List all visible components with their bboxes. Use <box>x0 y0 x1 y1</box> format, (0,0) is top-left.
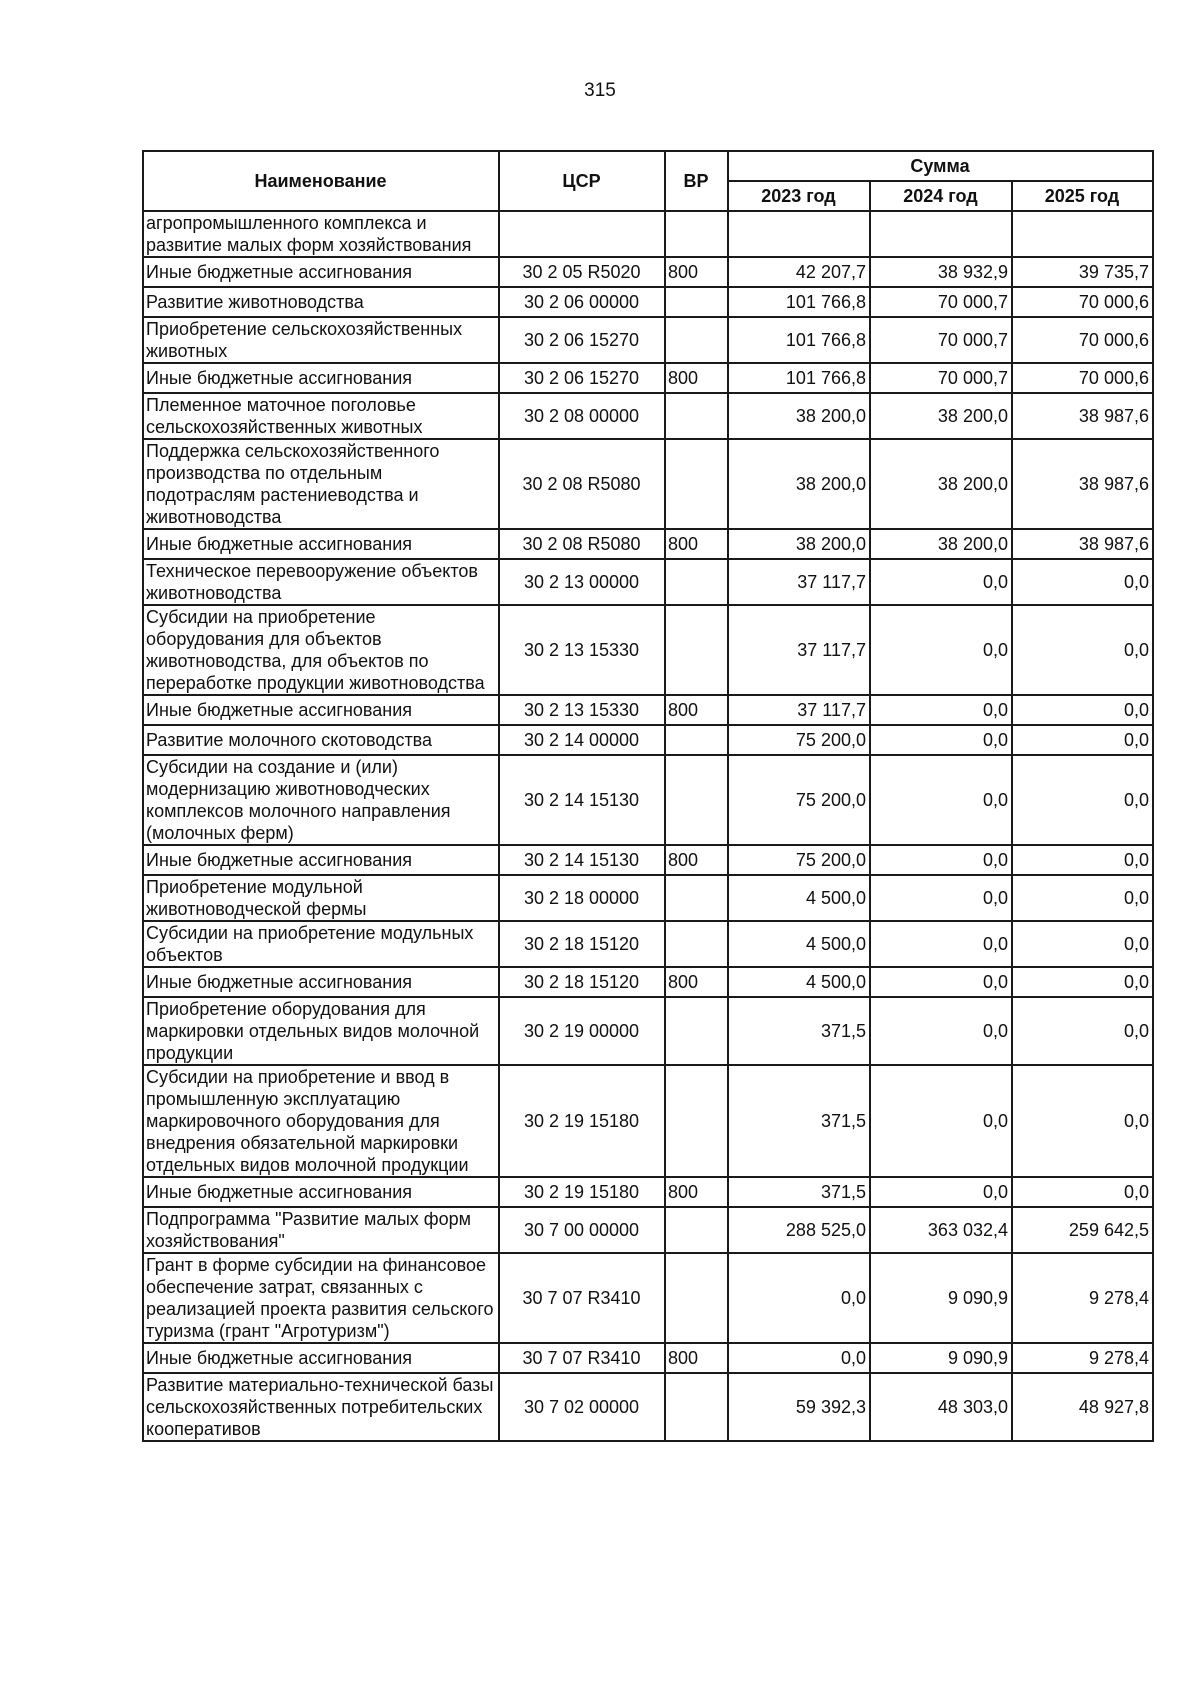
cell-name: Иные бюджетные ассигнования <box>143 1343 499 1373</box>
table-row <box>143 875 1153 921</box>
cell-amount-2025: 9 278,4 <box>1012 1253 1153 1343</box>
cell-amount-2025: 259 642,5 <box>1012 1207 1153 1253</box>
table-row <box>143 997 1153 1065</box>
table-row <box>143 725 1153 755</box>
cell-vr: 800 <box>665 257 728 287</box>
cell-amount-2024: 0,0 <box>870 559 1012 605</box>
cell-amount-2025: 0,0 <box>1012 605 1153 695</box>
cell-amount-2025: 70 000,6 <box>1012 317 1153 363</box>
cell-csr: 30 2 19 15180 <box>499 1065 665 1177</box>
cell-amount-2024: 9 090,9 <box>870 1253 1012 1343</box>
cell-amount-2024: 9 090,9 <box>870 1343 1012 1373</box>
cell-amount-2023: 4 500,0 <box>728 967 870 997</box>
cell-amount-2025: 0,0 <box>1012 921 1153 967</box>
cell-vr <box>665 393 728 439</box>
cell-vr <box>665 1207 728 1253</box>
cell-vr <box>665 1253 728 1343</box>
cell-amount-2024: 38 200,0 <box>870 439 1012 529</box>
cell-vr <box>665 875 728 921</box>
cell-vr <box>665 755 728 845</box>
cell-vr: 800 <box>665 695 728 725</box>
cell-csr: 30 2 06 15270 <box>499 363 665 393</box>
cell-amount-2024: 0,0 <box>870 755 1012 845</box>
cell-amount-2023: 37 117,7 <box>728 695 870 725</box>
cell-name: Развитие молочного скотоводства <box>143 725 499 755</box>
cell-amount-2025: 38 987,6 <box>1012 439 1153 529</box>
cell-amount-2025 <box>1012 211 1153 257</box>
cell-amount-2024: 0,0 <box>870 997 1012 1065</box>
cell-amount-2023: 75 200,0 <box>728 725 870 755</box>
cell-amount-2024: 70 000,7 <box>870 287 1012 317</box>
cell-amount-2025: 0,0 <box>1012 1065 1153 1177</box>
cell-name: Иные бюджетные ассигнования <box>143 967 499 997</box>
cell-amount-2024: 0,0 <box>870 1065 1012 1177</box>
cell-amount-2023: 42 207,7 <box>728 257 870 287</box>
cell-amount-2024: 38 200,0 <box>870 529 1012 559</box>
cell-amount-2025: 0,0 <box>1012 725 1153 755</box>
cell-amount-2024: 0,0 <box>870 845 1012 875</box>
cell-name: Иные бюджетные ассигнования <box>143 845 499 875</box>
cell-amount-2025: 0,0 <box>1012 755 1153 845</box>
cell-amount-2023 <box>728 211 870 257</box>
cell-vr <box>665 211 728 257</box>
table-row <box>143 921 1153 967</box>
cell-csr: 30 7 00 00000 <box>499 1207 665 1253</box>
cell-amount-2023: 288 525,0 <box>728 1207 870 1253</box>
cell-amount-2023: 0,0 <box>728 1253 870 1343</box>
cell-amount-2023: 371,5 <box>728 1177 870 1207</box>
cell-vr <box>665 1373 728 1441</box>
cell-csr: 30 2 06 00000 <box>499 287 665 317</box>
cell-vr <box>665 317 728 363</box>
cell-name: Субсидии на приобретение и ввод в промышленную эксплуатацию маркировочного оборудования для внедрения обязательной маркировки отдельных видов молочной продукции <box>143 1065 499 1177</box>
cell-amount-2023: 37 117,7 <box>728 559 870 605</box>
cell-amount-2024: 0,0 <box>870 605 1012 695</box>
cell-csr <box>499 211 665 257</box>
cell-vr <box>665 997 728 1065</box>
cell-csr: 30 2 05 R5020 <box>499 257 665 287</box>
table-row <box>143 529 1153 559</box>
table-header <box>143 151 1153 211</box>
column-header-2024: 2024 год <box>870 181 1012 211</box>
cell-name: Иные бюджетные ассигнования <box>143 695 499 725</box>
cell-csr: 30 2 13 15330 <box>499 695 665 725</box>
cell-csr: 30 2 08 R5080 <box>499 529 665 559</box>
table-row <box>143 1343 1153 1373</box>
table-row <box>143 559 1153 605</box>
cell-amount-2025: 70 000,6 <box>1012 287 1153 317</box>
cell-name: Субсидии на приобретение оборудования для объектов животноводства, для объектов по переработке продукции животноводства <box>143 605 499 695</box>
cell-amount-2025: 9 278,4 <box>1012 1343 1153 1373</box>
cell-csr: 30 2 18 15120 <box>499 967 665 997</box>
cell-name: Развитие животноводства <box>143 287 499 317</box>
table-row <box>143 1373 1153 1441</box>
cell-amount-2023: 4 500,0 <box>728 921 870 967</box>
cell-csr: 30 2 19 15180 <box>499 1177 665 1207</box>
table-row <box>143 257 1153 287</box>
cell-amount-2023: 101 766,8 <box>728 317 870 363</box>
cell-vr: 800 <box>665 363 728 393</box>
cell-vr: 800 <box>665 529 728 559</box>
cell-amount-2024: 0,0 <box>870 875 1012 921</box>
table-row <box>143 1177 1153 1207</box>
cell-name: Грант в форме субсидии на финансовое обеспечение затрат, связанных с реализацией проекта развития сельского туризма (грант "Агротуризм") <box>143 1253 499 1343</box>
cell-name: Развитие материально-технической базы сельскохозяйственных потребительских кооперативов <box>143 1373 499 1441</box>
cell-amount-2024: 70 000,7 <box>870 317 1012 363</box>
cell-name: Техническое перевооружение объектов животноводства <box>143 559 499 605</box>
table-body <box>143 211 1153 1441</box>
cell-amount-2024: 0,0 <box>870 725 1012 755</box>
cell-vr <box>665 439 728 529</box>
cell-amount-2025: 0,0 <box>1012 967 1153 997</box>
cell-amount-2024: 0,0 <box>870 695 1012 725</box>
table-row <box>143 439 1153 529</box>
cell-amount-2024: 0,0 <box>870 967 1012 997</box>
table-row <box>143 287 1153 317</box>
cell-amount-2023: 0,0 <box>728 1343 870 1373</box>
cell-amount-2024: 38 932,9 <box>870 257 1012 287</box>
cell-amount-2025: 0,0 <box>1012 559 1153 605</box>
cell-vr <box>665 559 728 605</box>
cell-amount-2023: 75 200,0 <box>728 845 870 875</box>
column-header-2025: 2025 год <box>1012 181 1153 211</box>
table-row <box>143 317 1153 363</box>
cell-amount-2025: 0,0 <box>1012 997 1153 1065</box>
cell-amount-2023: 101 766,8 <box>728 287 870 317</box>
table-row <box>143 967 1153 997</box>
cell-amount-2025: 39 735,7 <box>1012 257 1153 287</box>
cell-csr: 30 7 07 R3410 <box>499 1343 665 1373</box>
cell-name: агропромышленного комплекса и развитие малых форм хозяйствования <box>143 211 499 257</box>
cell-name: Племенное маточное поголовье сельскохозяйственных животных <box>143 393 499 439</box>
budget-table <box>142 150 1154 1442</box>
cell-amount-2024: 38 200,0 <box>870 393 1012 439</box>
page-number: 315 <box>584 80 616 101</box>
cell-amount-2025: 48 927,8 <box>1012 1373 1153 1441</box>
cell-csr: 30 2 06 15270 <box>499 317 665 363</box>
cell-csr: 30 2 14 15130 <box>499 845 665 875</box>
table-row <box>143 211 1153 257</box>
column-header-vr: ВР <box>665 151 728 211</box>
cell-amount-2025: 0,0 <box>1012 695 1153 725</box>
cell-name: Субсидии на приобретение модульных объектов <box>143 921 499 967</box>
table-row <box>143 695 1153 725</box>
cell-amount-2025: 0,0 <box>1012 875 1153 921</box>
cell-vr <box>665 287 728 317</box>
cell-name: Иные бюджетные ассигнования <box>143 363 499 393</box>
cell-csr: 30 2 13 15330 <box>499 605 665 695</box>
cell-name: Приобретение сельскохозяйственных животных <box>143 317 499 363</box>
cell-csr: 30 2 14 15130 <box>499 755 665 845</box>
cell-vr <box>665 921 728 967</box>
cell-amount-2023: 4 500,0 <box>728 875 870 921</box>
cell-amount-2024: 363 032,4 <box>870 1207 1012 1253</box>
cell-amount-2024: 0,0 <box>870 1177 1012 1207</box>
cell-csr: 30 2 08 00000 <box>499 393 665 439</box>
cell-amount-2023: 75 200,0 <box>728 755 870 845</box>
cell-vr: 800 <box>665 845 728 875</box>
cell-amount-2025: 70 000,6 <box>1012 363 1153 393</box>
cell-name: Приобретение модульной животноводческой фермы <box>143 875 499 921</box>
cell-name: Приобретение оборудования для маркировки отдельных видов молочной продукции <box>143 997 499 1065</box>
cell-name: Подпрограмма "Развитие малых форм хозяйствования" <box>143 1207 499 1253</box>
cell-csr: 30 7 07 R3410 <box>499 1253 665 1343</box>
cell-name: Иные бюджетные ассигнования <box>143 529 499 559</box>
column-header-sum: Сумма <box>728 151 1153 181</box>
cell-amount-2024: 48 303,0 <box>870 1373 1012 1441</box>
table-row <box>143 1253 1153 1343</box>
cell-amount-2023: 59 392,3 <box>728 1373 870 1441</box>
cell-amount-2023: 38 200,0 <box>728 393 870 439</box>
cell-amount-2024: 70 000,7 <box>870 363 1012 393</box>
table-row <box>143 393 1153 439</box>
cell-amount-2023: 37 117,7 <box>728 605 870 695</box>
table-row <box>143 1065 1153 1177</box>
cell-name: Поддержка сельскохозяйственного производства по отдельным подотраслям растениеводства и животноводства <box>143 439 499 529</box>
cell-csr: 30 2 18 00000 <box>499 875 665 921</box>
column-header-name: Наименование <box>143 151 499 211</box>
cell-amount-2023: 371,5 <box>728 1065 870 1177</box>
cell-name: Иные бюджетные ассигнования <box>143 257 499 287</box>
cell-csr: 30 2 18 15120 <box>499 921 665 967</box>
cell-vr <box>665 605 728 695</box>
cell-amount-2023: 38 200,0 <box>728 439 870 529</box>
cell-csr: 30 2 08 R5080 <box>499 439 665 529</box>
table-row <box>143 1207 1153 1253</box>
cell-amount-2025: 38 987,6 <box>1012 529 1153 559</box>
cell-vr <box>665 725 728 755</box>
cell-vr <box>665 1065 728 1177</box>
cell-amount-2025: 0,0 <box>1012 845 1153 875</box>
table-row <box>143 755 1153 845</box>
cell-csr: 30 2 13 00000 <box>499 559 665 605</box>
cell-csr: 30 7 02 00000 <box>499 1373 665 1441</box>
cell-amount-2024 <box>870 211 1012 257</box>
cell-name: Иные бюджетные ассигнования <box>143 1177 499 1207</box>
column-header-2023: 2023 год <box>728 181 870 211</box>
cell-amount-2023: 101 766,8 <box>728 363 870 393</box>
table-row <box>143 845 1153 875</box>
cell-csr: 30 2 14 00000 <box>499 725 665 755</box>
cell-amount-2023: 38 200,0 <box>728 529 870 559</box>
cell-vr: 800 <box>665 1177 728 1207</box>
cell-vr: 800 <box>665 967 728 997</box>
table-row <box>143 605 1153 695</box>
cell-amount-2025: 38 987,6 <box>1012 393 1153 439</box>
cell-amount-2025: 0,0 <box>1012 1177 1153 1207</box>
table-row <box>143 363 1153 393</box>
cell-vr: 800 <box>665 1343 728 1373</box>
cell-csr: 30 2 19 00000 <box>499 997 665 1065</box>
cell-amount-2024: 0,0 <box>870 921 1012 967</box>
column-header-csr: ЦСР <box>499 151 665 211</box>
cell-amount-2023: 371,5 <box>728 997 870 1065</box>
cell-name: Субсидии на создание и (или) модернизацию животноводческих комплексов молочного направления (молочных ферм) <box>143 755 499 845</box>
